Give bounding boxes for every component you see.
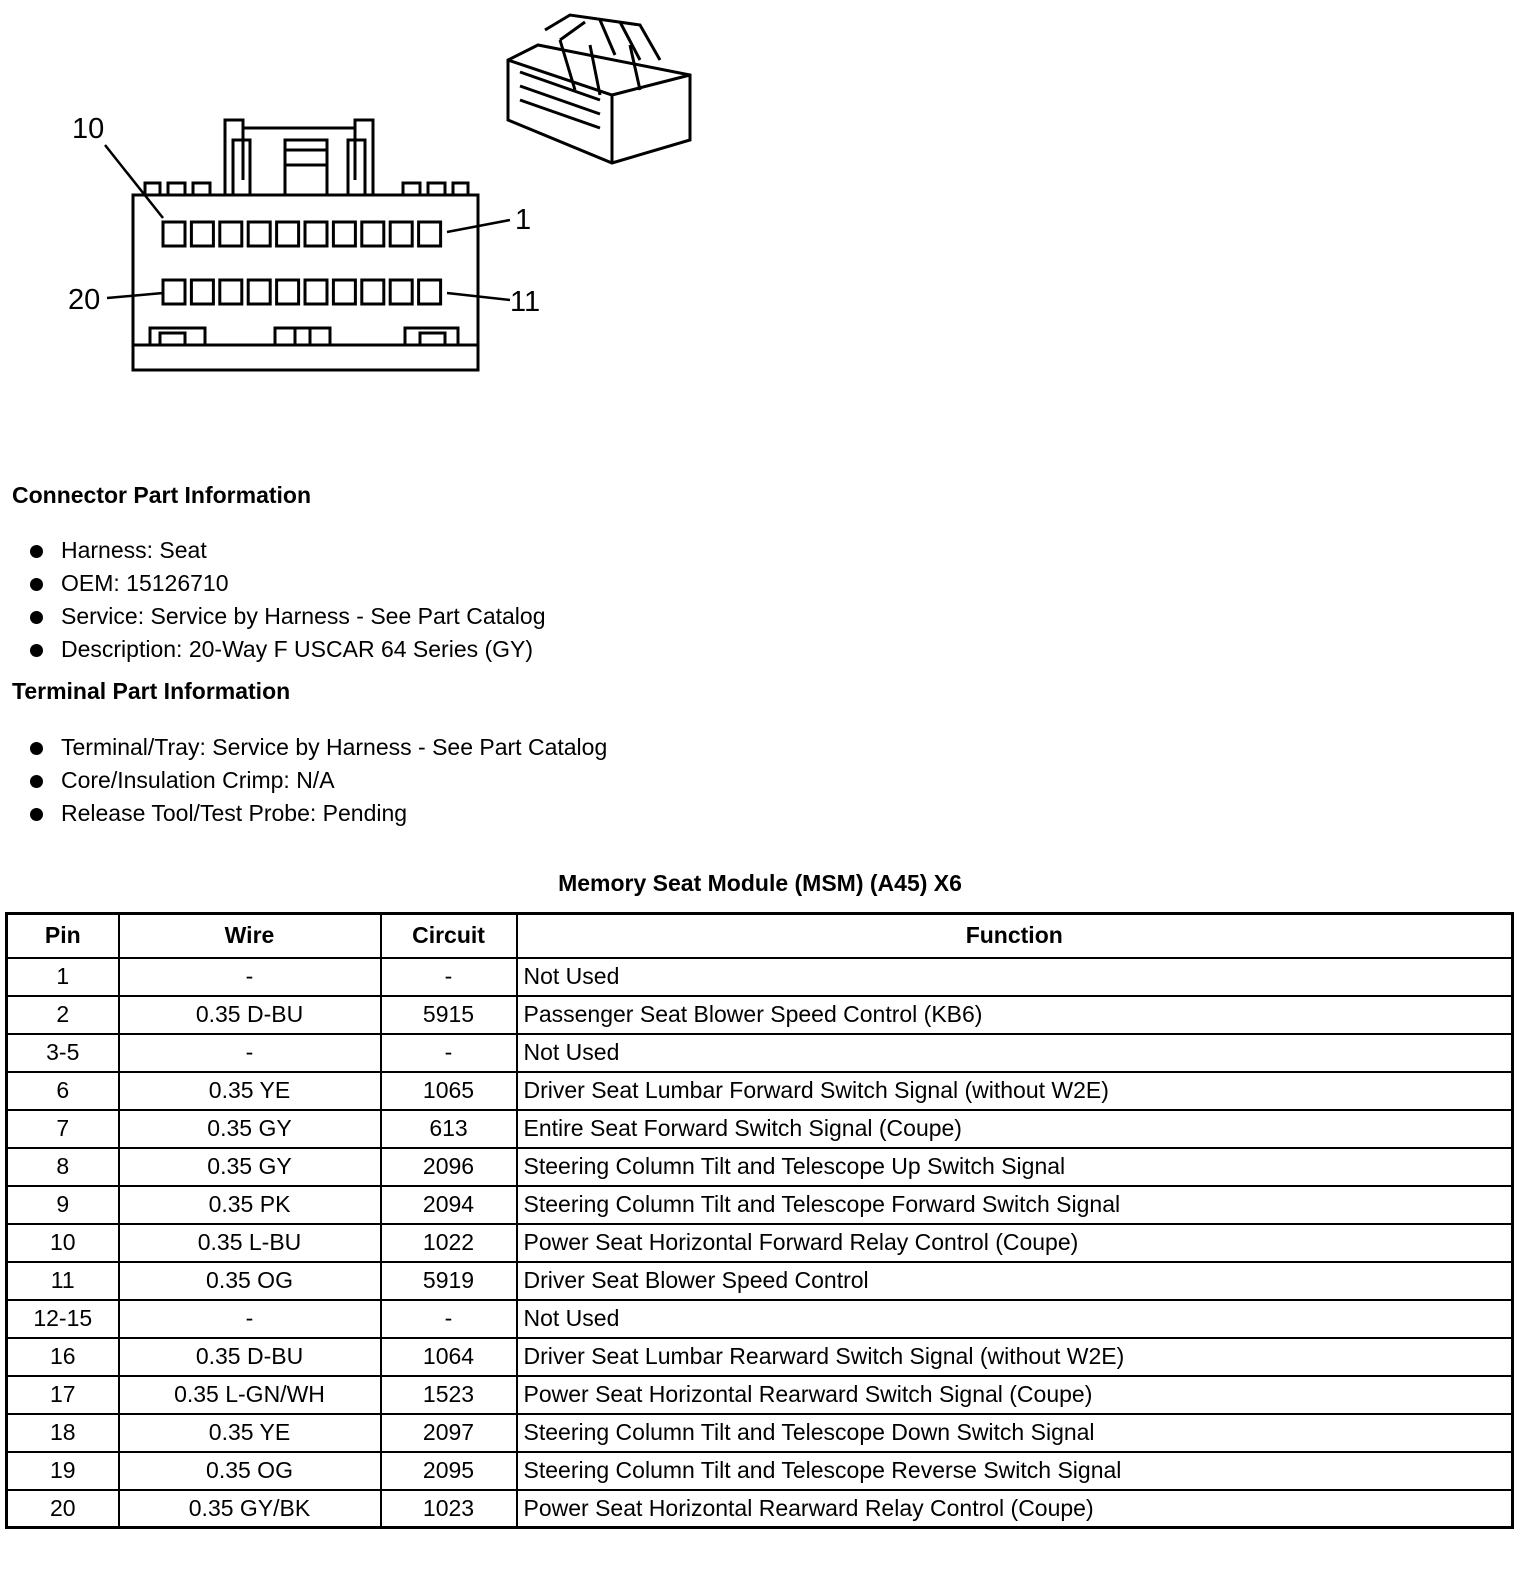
- cell-function: Driver Seat Blower Speed Control: [517, 1262, 1513, 1300]
- cavity: [362, 222, 384, 246]
- cell-function: Power Seat Horizontal Rearward Switch Signal (Coupe): [517, 1376, 1513, 1414]
- cell-pin: 3-5: [7, 1034, 119, 1072]
- header-function: Function: [517, 914, 1513, 958]
- cell-function: Steering Column Tilt and Telescope Down Switch Signal: [517, 1414, 1513, 1452]
- cell-circuit: 2097: [381, 1414, 517, 1452]
- table-row: [7, 1338, 1513, 1376]
- cell-circuit: -: [381, 958, 517, 996]
- cell-pin: 20: [7, 1490, 119, 1528]
- connector-part-heading: Connector Part Information: [12, 482, 312, 508]
- cell-wire: 0.35 GY: [119, 1148, 381, 1186]
- list-item: Service: Service by Harness - See Part Catalog: [30, 600, 545, 633]
- cell-pin: 10: [7, 1224, 119, 1262]
- cavity: [248, 222, 270, 246]
- cavity: [220, 222, 242, 246]
- cell-circuit: 613: [381, 1110, 517, 1148]
- cell-wire: -: [119, 958, 381, 996]
- list-item: OEM: 15126710: [30, 567, 545, 600]
- cell-circuit: 1065: [381, 1072, 517, 1110]
- cell-wire: 0.35 GY/BK: [119, 1490, 381, 1528]
- cell-function: Entire Seat Forward Switch Signal (Coupe): [517, 1110, 1513, 1148]
- cavity: [248, 280, 270, 304]
- cell-pin: 6: [7, 1072, 119, 1110]
- cell-wire: 0.35 D-BU: [119, 996, 381, 1034]
- table-row: [7, 1300, 1513, 1338]
- cell-pin: 2: [7, 996, 119, 1034]
- table-row: [7, 1186, 1513, 1224]
- connector-part-list: [30, 534, 545, 666]
- table-row: [7, 1072, 1513, 1110]
- cell-function: Not Used: [517, 1034, 1513, 1072]
- cell-function: Steering Column Tilt and Telescope Reverse Switch Signal: [517, 1452, 1513, 1490]
- table-row: [7, 1490, 1513, 1528]
- cavity: [390, 280, 412, 304]
- cell-function: Steering Column Tilt and Telescope Forward Switch Signal: [517, 1186, 1513, 1224]
- cavity: [163, 222, 185, 246]
- cavity: [419, 280, 441, 304]
- cavity: [305, 222, 327, 246]
- table-row: [7, 1376, 1513, 1414]
- cell-circuit: 2095: [381, 1452, 517, 1490]
- list-item: Terminal/Tray: Service by Harness - See Part Catalog: [30, 731, 607, 764]
- table-row: [7, 996, 1513, 1034]
- cavity: [277, 280, 299, 304]
- terminal-part-heading: Terminal Part Information: [12, 678, 291, 704]
- cell-circuit: -: [381, 1300, 517, 1338]
- cell-wire: 0.35 L-GN/WH: [119, 1376, 381, 1414]
- cell-function: Passenger Seat Blower Speed Control (KB6): [517, 996, 1513, 1034]
- pin-10-label: 10: [72, 113, 105, 145]
- cell-circuit: -: [381, 1034, 517, 1072]
- cavity: [277, 222, 299, 246]
- cell-pin: 11: [7, 1262, 119, 1300]
- cell-pin: 9: [7, 1186, 119, 1224]
- table-row: [7, 1034, 1513, 1072]
- header-wire: Wire: [119, 914, 381, 958]
- table-title: Memory Seat Module (MSM) (A45) X6: [558, 870, 962, 896]
- cell-pin: 19: [7, 1452, 119, 1490]
- pin-table: [5, 912, 1514, 1529]
- cavity: [333, 280, 355, 304]
- table-row: [7, 958, 1513, 996]
- cell-pin: 16: [7, 1338, 119, 1376]
- cell-circuit: 1064: [381, 1338, 517, 1376]
- table-row: [7, 1110, 1513, 1148]
- cell-function: Not Used: [517, 958, 1513, 996]
- cell-circuit: 5915: [381, 996, 517, 1034]
- cell-function: Power Seat Horizontal Rearward Relay Control (Coupe): [517, 1490, 1513, 1528]
- cell-wire: -: [119, 1300, 381, 1338]
- table-row: [7, 1224, 1513, 1262]
- cell-circuit: 2096: [381, 1148, 517, 1186]
- cavity: [390, 222, 412, 246]
- cell-wire: 0.35 OG: [119, 1262, 381, 1300]
- cavity: [220, 280, 242, 304]
- cell-function: Driver Seat Lumbar Forward Switch Signal (without W2E): [517, 1072, 1513, 1110]
- pin-1-label: 1: [515, 204, 532, 236]
- header-circuit: Circuit: [381, 914, 517, 958]
- list-item: Description: 20-Way F USCAR 64 Series (GY): [30, 633, 545, 666]
- cell-pin: 8: [7, 1148, 119, 1186]
- cell-wire: 0.35 YE: [119, 1414, 381, 1452]
- terminal-part-list: [30, 731, 607, 830]
- pin-11-label: 11: [510, 286, 541, 318]
- cell-function: Power Seat Horizontal Forward Relay Control (Coupe): [517, 1224, 1513, 1262]
- cell-wire: 0.35 OG: [119, 1452, 381, 1490]
- list-item: Core/Insulation Crimp: N/A: [30, 764, 607, 797]
- table-header-row: [7, 914, 1513, 958]
- table-row: [7, 1414, 1513, 1452]
- cell-wire: 0.35 GY: [119, 1110, 381, 1148]
- cavity: [419, 222, 441, 246]
- cell-circuit: 1022: [381, 1224, 517, 1262]
- connector-diagram: [0, 0, 760, 400]
- cell-pin: 1: [7, 958, 119, 996]
- cavity: [163, 280, 185, 304]
- cell-pin: 12-15: [7, 1300, 119, 1338]
- cell-wire: 0.35 D-BU: [119, 1338, 381, 1376]
- cell-function: Not Used: [517, 1300, 1513, 1338]
- cavity: [333, 222, 355, 246]
- table-row: [7, 1452, 1513, 1490]
- list-item: Harness: Seat: [30, 534, 545, 567]
- cavity: [362, 280, 384, 304]
- cell-wire: 0.35 YE: [119, 1072, 381, 1110]
- list-item: Release Tool/Test Probe: Pending: [30, 797, 607, 830]
- cell-pin: 17: [7, 1376, 119, 1414]
- cell-wire: 0.35 PK: [119, 1186, 381, 1224]
- cell-circuit: 1523: [381, 1376, 517, 1414]
- cell-wire: 0.35 L-BU: [119, 1224, 381, 1262]
- cell-function: Steering Column Tilt and Telescope Up Switch Signal: [517, 1148, 1513, 1186]
- cell-circuit: 5919: [381, 1262, 517, 1300]
- connector-3d-illustration: [508, 15, 690, 163]
- cell-circuit: 2094: [381, 1186, 517, 1224]
- cavity: [191, 222, 213, 246]
- cell-pin: 7: [7, 1110, 119, 1148]
- cell-circuit: 1023: [381, 1490, 517, 1528]
- table-row: [7, 1262, 1513, 1300]
- cavity: [305, 280, 327, 304]
- header-pin: Pin: [7, 914, 119, 958]
- cavity: [191, 280, 213, 304]
- table-row: [7, 1148, 1513, 1186]
- cell-wire: -: [119, 1034, 381, 1072]
- cell-pin: 18: [7, 1414, 119, 1452]
- cell-function: Driver Seat Lumbar Rearward Switch Signal (without W2E): [517, 1338, 1513, 1376]
- pin-20-label: 20: [68, 284, 101, 316]
